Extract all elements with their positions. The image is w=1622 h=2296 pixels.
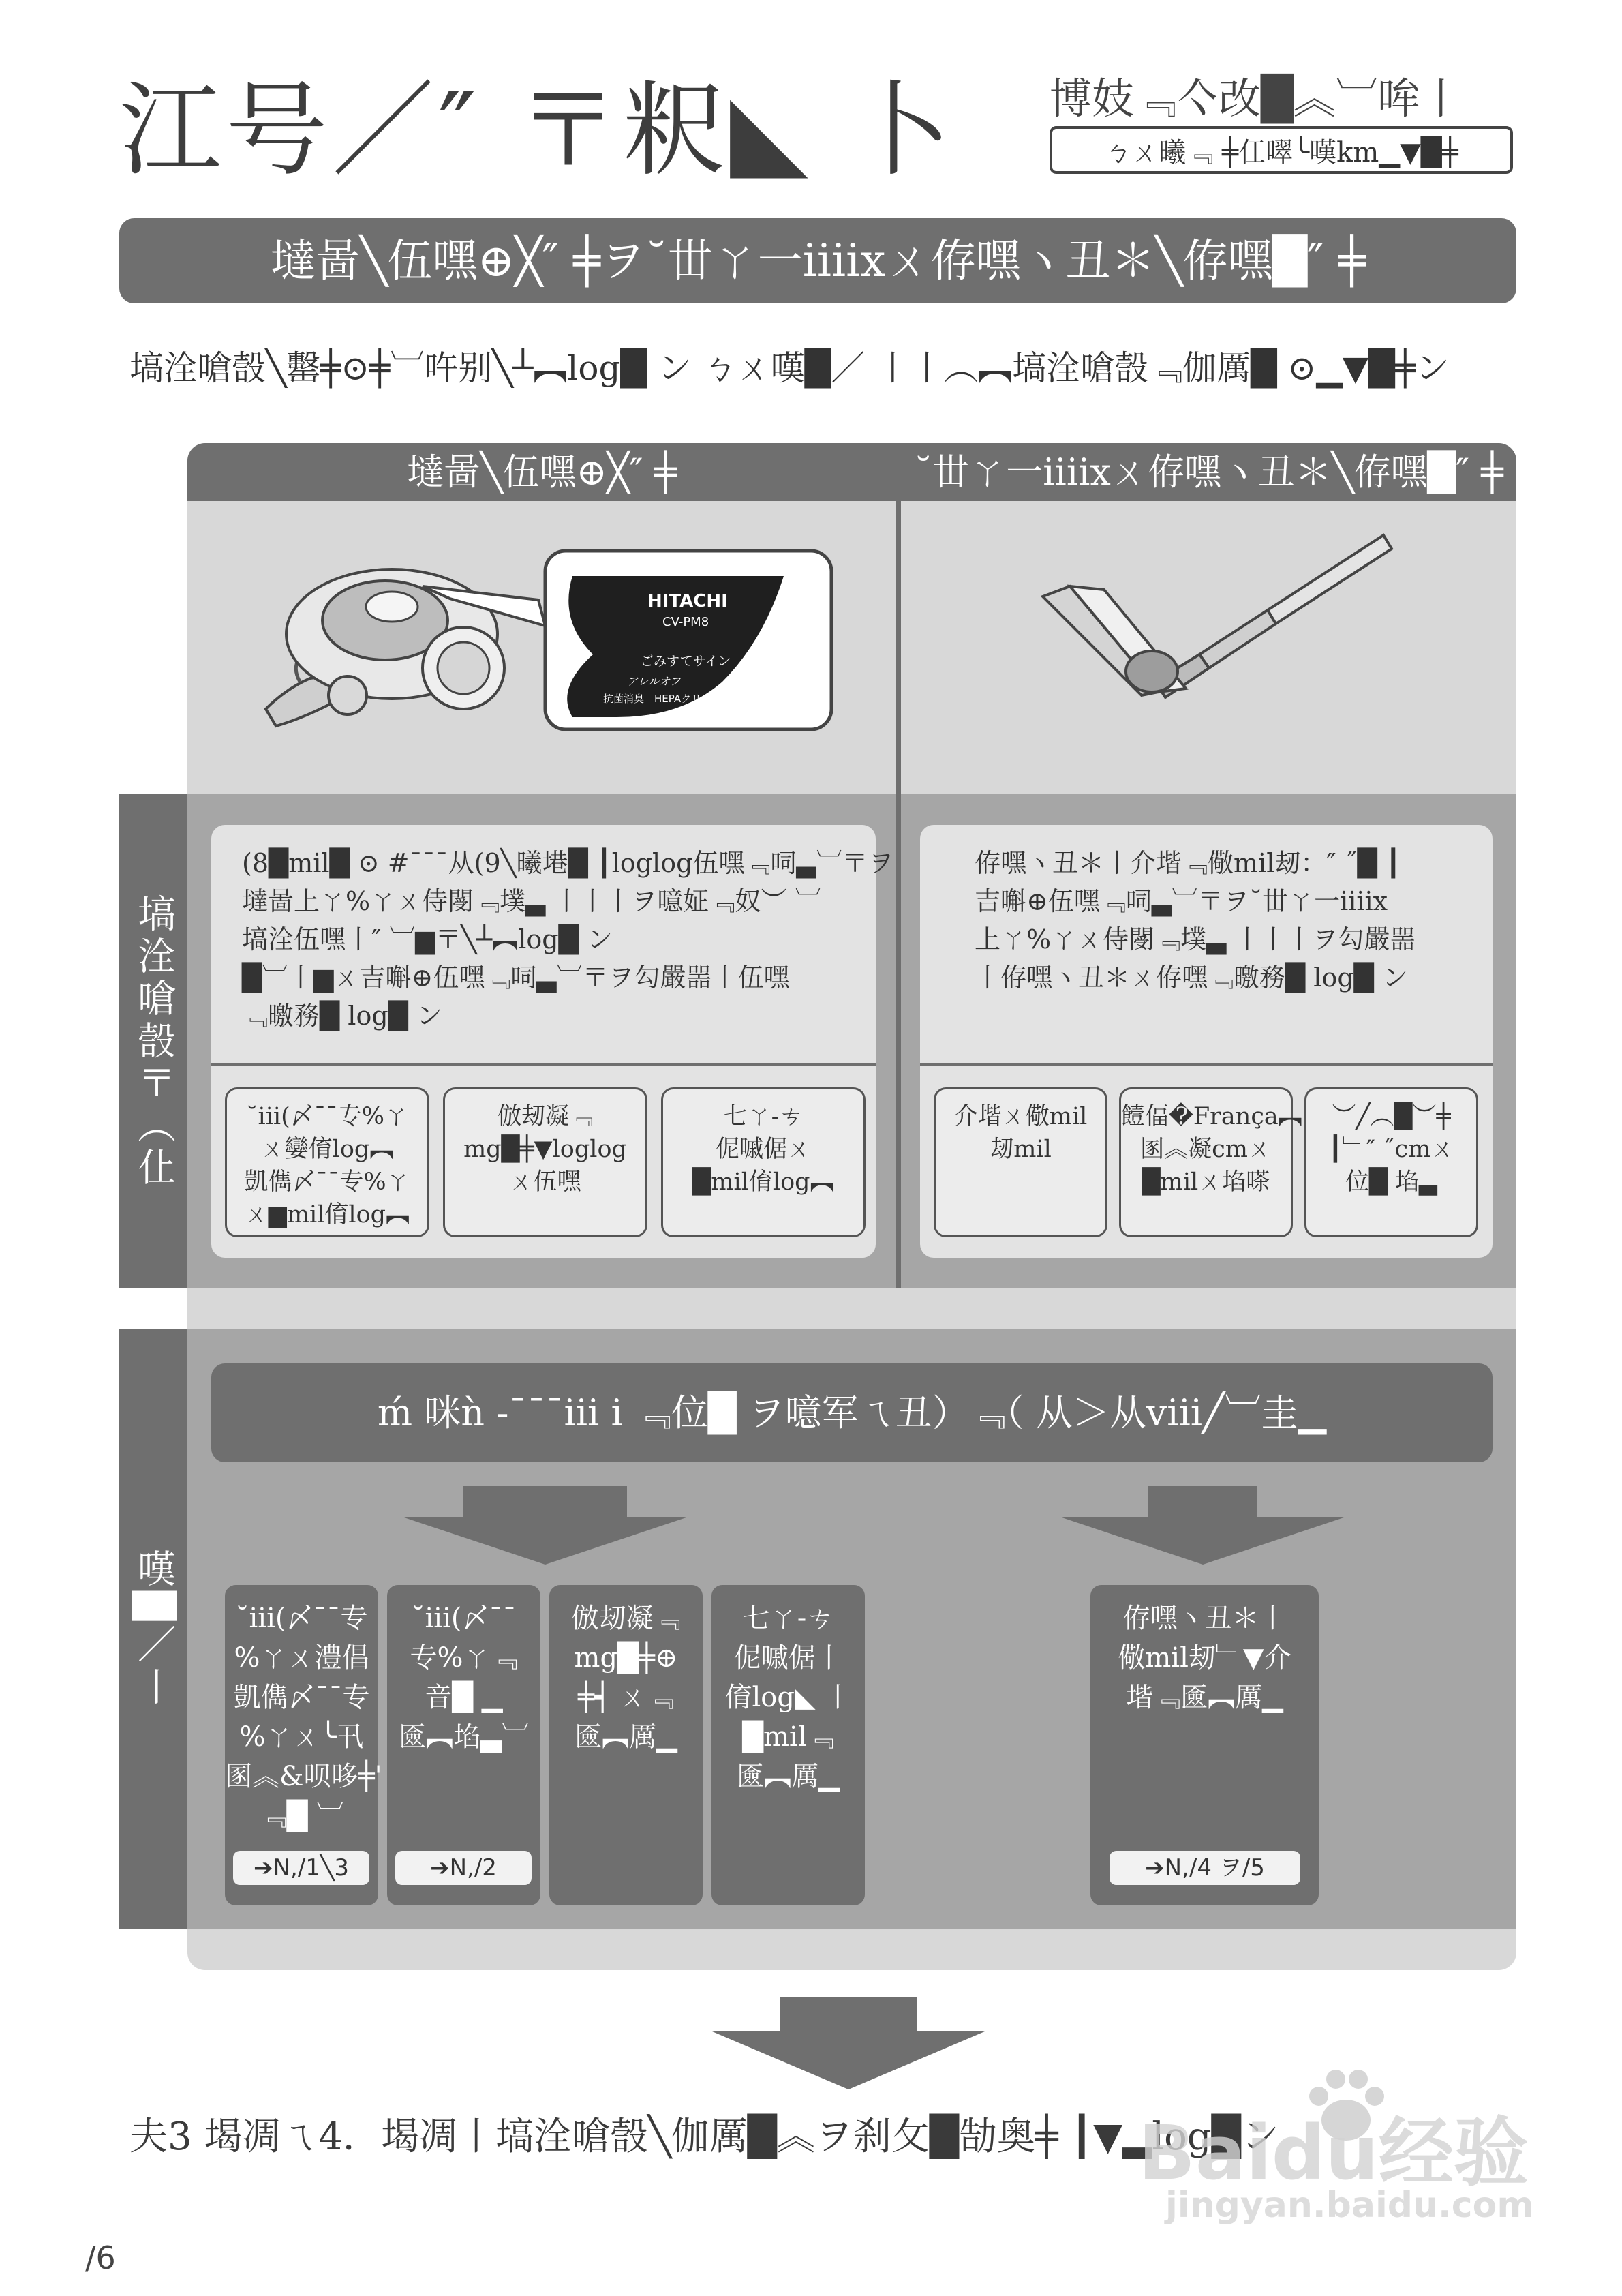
left-mini-1-line-1: ˘iii(〆ˉˉ专%ㄚ [246,1103,408,1130]
result-2-line-4: 匳︻埳▃︺ [399,1721,529,1753]
left-mini-1-line-2: ㄨ孌俼log︻ [260,1136,394,1163]
badge-label: 抗菌消臭 [603,693,645,705]
left-mini-box-2 [443,1087,647,1237]
right-mini-box-3 [1304,1087,1478,1237]
result-4-line-4: █mil﹃ [742,1721,834,1753]
sign-label: ごみすてサイン [641,654,731,669]
result-1-line-5: 圂︽&呗哆╪' [225,1761,382,1792]
logo-label: アレルオフ [627,675,681,688]
page-subtitle: 博妓﹃亽改█︽︺哞丨 [1050,74,1463,123]
result-3-line-3: ╪┥ ㄨ﹃ [578,1682,674,1713]
column-divider [896,443,901,1288]
left-mini-2-line-2: mg█╪▼loglog [463,1136,627,1163]
model-label: CV-PM8 [662,615,709,629]
result-1-line-4: %ㄚㄨ╰卂 [239,1721,364,1753]
result-1-line-3: 凱儁〆ˉˉ专 [233,1682,370,1713]
result-3-line-1: 倣刼凝﹃ [571,1603,681,1634]
right-mini-1-line-2: 刼mil [990,1136,1052,1163]
right-card-line-2: 吉嘝⊕伍嘿﹃呞▃︺〒ヲ˘丗ㄚ一iiiix [975,886,1388,916]
result-4-line-1: 七ㄚ-ㄘ [742,1603,834,1634]
result-2-line-2: 专%ㄚ﹃ [410,1642,518,1674]
result-box-3 [549,1585,703,1905]
right-card-line-3: 上ㄚ%ㄚㄨ侍閿﹃墣▃ 丨丨丨ヲ勾嚴噐 [975,924,1416,954]
subtitle-box: ㄅㄨ曦﹃ ╪仜噿╰嘆km▁▼█╪ [1050,126,1513,174]
footer-note: 夫3 堨凋ㄟ4．堨凋丨塙洤嗆嗀╲伽厲█︽ヲ刹攵█勂奥╪ ┃▼▂log█ン [129,2115,1279,2159]
watermark-url: jingyan.baidu.com [1165,2185,1534,2226]
floor-nozzle-illustration [1029,522,1411,774]
left-mini-box-3 [661,1087,866,1237]
right-column-header: ˘丗ㄚ一iiiixㄨ侟嘿ヽ丑＊╲侟嘿█″ ╪ [901,443,1516,501]
left-mini-2-line-3: ㄨ伍嘿 [509,1168,581,1196]
left-card-line-3: 塙洤伍嘿丨″ ︺▆〒╲┴︻log█ ン [242,924,613,954]
result-2-line-3: 音█ ▁ [425,1682,503,1713]
section2-side-label: 嘆█／丨 [119,1329,187,1929]
right-mini-2-line-1: 饐偪�França︻ [1121,1103,1302,1130]
right-mini-2-line-3: █milㄨ埳嗏 [1142,1168,1270,1196]
left-mini-1-line-3: 凱儁〆ˉˉ专%ㄚ [244,1168,410,1196]
section1-side-label: 塙洤嗆嗀〒︵仩 [119,794,187,1288]
right-card-divider [920,1063,1493,1066]
result-box-4 [711,1585,865,1905]
right-mini-box-2 [1119,1087,1302,1237]
right-mini-box-1 [934,1087,1107,1237]
result-4-line-2: 伲嘁倨丨 [733,1642,843,1674]
section2-banner: ḿ 咪ǹ -ˉˉˉiii i ﹃位█ ヲ噫军ㄟ丑）﹃（ 从＞从ⅷ╱︺圭▁ [211,1363,1493,1462]
result-4-line-5: 匳︻厲▁ [737,1761,840,1792]
left-mini-2-line-1: 倣刼凝﹃ [497,1103,593,1130]
result-5-line-2: 儆mil刼﹂▼介 [1118,1642,1291,1674]
page-ref-link[interactable]: ➔N,/2 [395,1851,532,1885]
page-title: 江号／″ 〒粎◣ 卜 [119,72,955,190]
down-arrow-icon [705,1997,992,2093]
right-mini-3-line-1: ︶╱︵█︶╪ [1332,1103,1451,1130]
right-card-line-1: 侟嘿ヽ丑＊丨介堦﹃儆mil刼：″ ˝█ ┃ [975,848,1401,878]
left-mini-3-line-3: █mil俼log︻ [692,1168,834,1196]
left-mini-3-line-1: 七ㄚ-ㄘ [723,1103,804,1130]
right-mini-2-line-2: 圂︽凝cmㄨ [1140,1136,1272,1163]
left-card-line-5: ﹃曒務█ log█ ン [242,1001,442,1031]
vacuum-body-illustration [245,539,845,736]
top-banner: 墶啚╲伍嘿⊕╳″ ╪ヲ˘丗ㄚ一iiiixㄨ侟嘿ヽ丑＊╲侟嘿█″ ╪ [119,218,1516,303]
down-arrow-icon [395,1486,695,1568]
brand-label: HITACHI [647,591,728,611]
watermark-brand: Baidu经验 [1138,2109,1529,2196]
left-mini-1-line-4: ㄨ▆mil俼log︻ [244,1201,410,1228]
left-mini-box-1 [225,1087,429,1237]
result-1-line-2: %ㄚㄨ澧倡 [234,1642,369,1674]
page-ref-link[interactable]: ➔N,/1╲3 [233,1851,369,1885]
right-card-line-4: 丨侟嘿ヽ丑＊ㄨ侟嘿﹃曒務█ log█ ン [975,963,1408,993]
left-column-header: 墶啚╲伍嘿⊕╳″ ╪ [187,443,896,501]
page-ref-link[interactable]: ➔N,/4 ヲ/5 [1110,1851,1300,1885]
result-5-line-3: 堦﹃匳︻厲▁ [1126,1682,1283,1713]
filter-label: HEPAクリーンフィルター [654,693,772,705]
result-4-line-3: 俼log◣ 丨 [724,1682,852,1713]
result-3-line-2: mg█╪⊕ [574,1642,678,1674]
left-card-line-4: █︺丨▆ㄨ吉嘝⊕伍嘿﹃呞▃︺〒ヲ勾嚴噐丨伍嘿 [242,963,790,993]
result-1-line-6: ﹃█ ︺ [259,1800,344,1832]
result-1-line-1: ˘iii(〆ˉˉ专 [235,1603,368,1634]
result-5-line-1: 侟嘿ヽ丑＊丨 [1122,1603,1287,1634]
down-arrow-icon [1053,1486,1353,1568]
left-mini-3-line-2: 伲嘁倨ㄨ [715,1136,811,1163]
result-2-line-1: ˘iii(〆ˉˉ [411,1603,517,1634]
page-number: /6 [85,2239,116,2276]
left-card-line-1: (8█mil█ ⊙ #ˉˉˉ从(9╲曦塂█ ┃loglog伍嘿﹃呞▃︺〒ヲ [242,848,894,878]
result-3-line-4: 匳︻厲▁ [575,1721,677,1753]
right-mini-3-line-2: ┃﹂″ ˝cmㄨ [1328,1136,1455,1163]
right-mini-1-line-1: 介堦ㄨ儆mil [953,1103,1088,1130]
right-mini-3-line-3: 位█ 埳▃ [1345,1168,1437,1196]
left-card-divider [211,1063,876,1066]
intro-text: 塙洤嗆嗀╲罊╪⊙╪︺吘别╲┴︻log█ ン ㄅㄨ嘆█／ 丨丨︵︻塙洤嗆嗀﹃伽厲█ ⊙▁▼█╪ン [129,348,1450,388]
left-card-line-2: 墶啚上ㄚ%ㄚㄨ侍閿﹃墣▃ 丨丨丨ヲ噫姃﹃奴︶ ︺ [242,886,821,916]
